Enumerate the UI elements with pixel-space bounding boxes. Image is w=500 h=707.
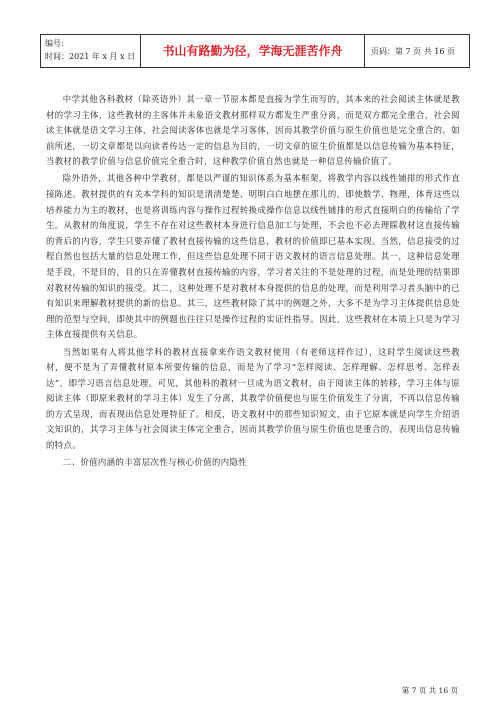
time-label: 时间：2021 年 x 月 x 日	[45, 52, 136, 61]
header-meta	[41, 35, 141, 67]
page-footer: 第 7 页 共 16 页	[401, 686, 458, 695]
page-header	[40, 34, 470, 68]
section-heading: 二、价值内涵的丰富层次性与核心价值的内隐性	[62, 457, 248, 468]
header-page-info: 页码：第 7 页 共 16 页	[371, 46, 455, 56]
number-label: 编号:	[45, 39, 64, 48]
document-body	[46, 92, 460, 472]
paragraph: 当然如果有人将其他学科的教材直接拿来作语文教材使用（有老师这样作过），这时学生阅读这些教材，便不是为了弄懂教材原本所要传输的信息，而是为了学习“怎样阅读、怎样理解、怎样思考、怎样表达”，即学习语言信息处理。可见，其他科的教材一旦成为语文教材，由于阅读主体的转移，学习主体与原阅读主体（即原来教材的学习主体）发生了分离，其教学价值便也与原生价值发生了分离，不再以信息传输的方式呈现，而表现出信息处理特征了。相反，语文教材中的那些知识短文，由于它原本就是向学生介绍语文知识的，其学习主体与社会阅读主体完全重合，因而其教学价值与原生价值也是重合的，表现出信息传输的特点。	[46, 346, 460, 451]
header-slogan: 书山有路勤为径，学海无涯苦作舟	[141, 35, 365, 67]
paragraph: 中学其他各科教材（除英语外）其一章一节原本都是直接为学生而写的，其本来的社会阅读主体就是教材的学习主体，这些教材的主客体并未象语文教材那样双方都发生严重分离，而是双方都完全重合，社会阅读主体就是语文学习主体，社会阅读客体也就是学习客体，因而其教学价值与原生价值也是完全重合的。如前所述，一切文章都是以向读者传达一定的信息为目的，一切文章的原生价值都是以信息传输为基本特征，当教材的教学价值与信息价值完全重合时，这种教学价值自然也就是一种信息传输价值了。	[46, 94, 460, 167]
paragraph: 除外语外，其他各种中学教材，都是以严谨的知识体系为基本框架，将教学内容以线性铺排的形式作直接陈述。教材提供的有关本学科的知识是清清楚楚、明明白白地摆在那儿的，即使数学、物理，体育这些以培养能力为主的教材，也是将训练内容与操作过程转换成操作信息以线性铺排的形式直接明白的传输给了学生。从教材的角度说，学生不存在对这些教材本身进行信息加工与处理，不会也不必去理睬教材这直接传输的背后的内容，学生只要弄懂了教材直接传输的这些信息，教材的价值即已基本实现。当然，信息接受的过程自然也包括大量的信息处理工作，但这些信息处理不同于语文教材的语言信息处理。其一，这种信息处理是手段，不是目的，目的只在弄懂教材直接传输的内容，学习者关注的不是处理的过程，而是处理的结果即对教材传输的知识的接受。其二，这种处理不是对教材本身提供的信息的处理，而是利用学习者头脑中的已有知识来理解教材提供的新的信息。其三，这些教材除了其中的例题之外，大多不是为学习主体提供信息处理的范型与空间，即使其中的例题也往往只是操作过程的实证性指导。因此，这些教材在本质上只是为学习主体直接提供有关信息。	[46, 173, 460, 340]
